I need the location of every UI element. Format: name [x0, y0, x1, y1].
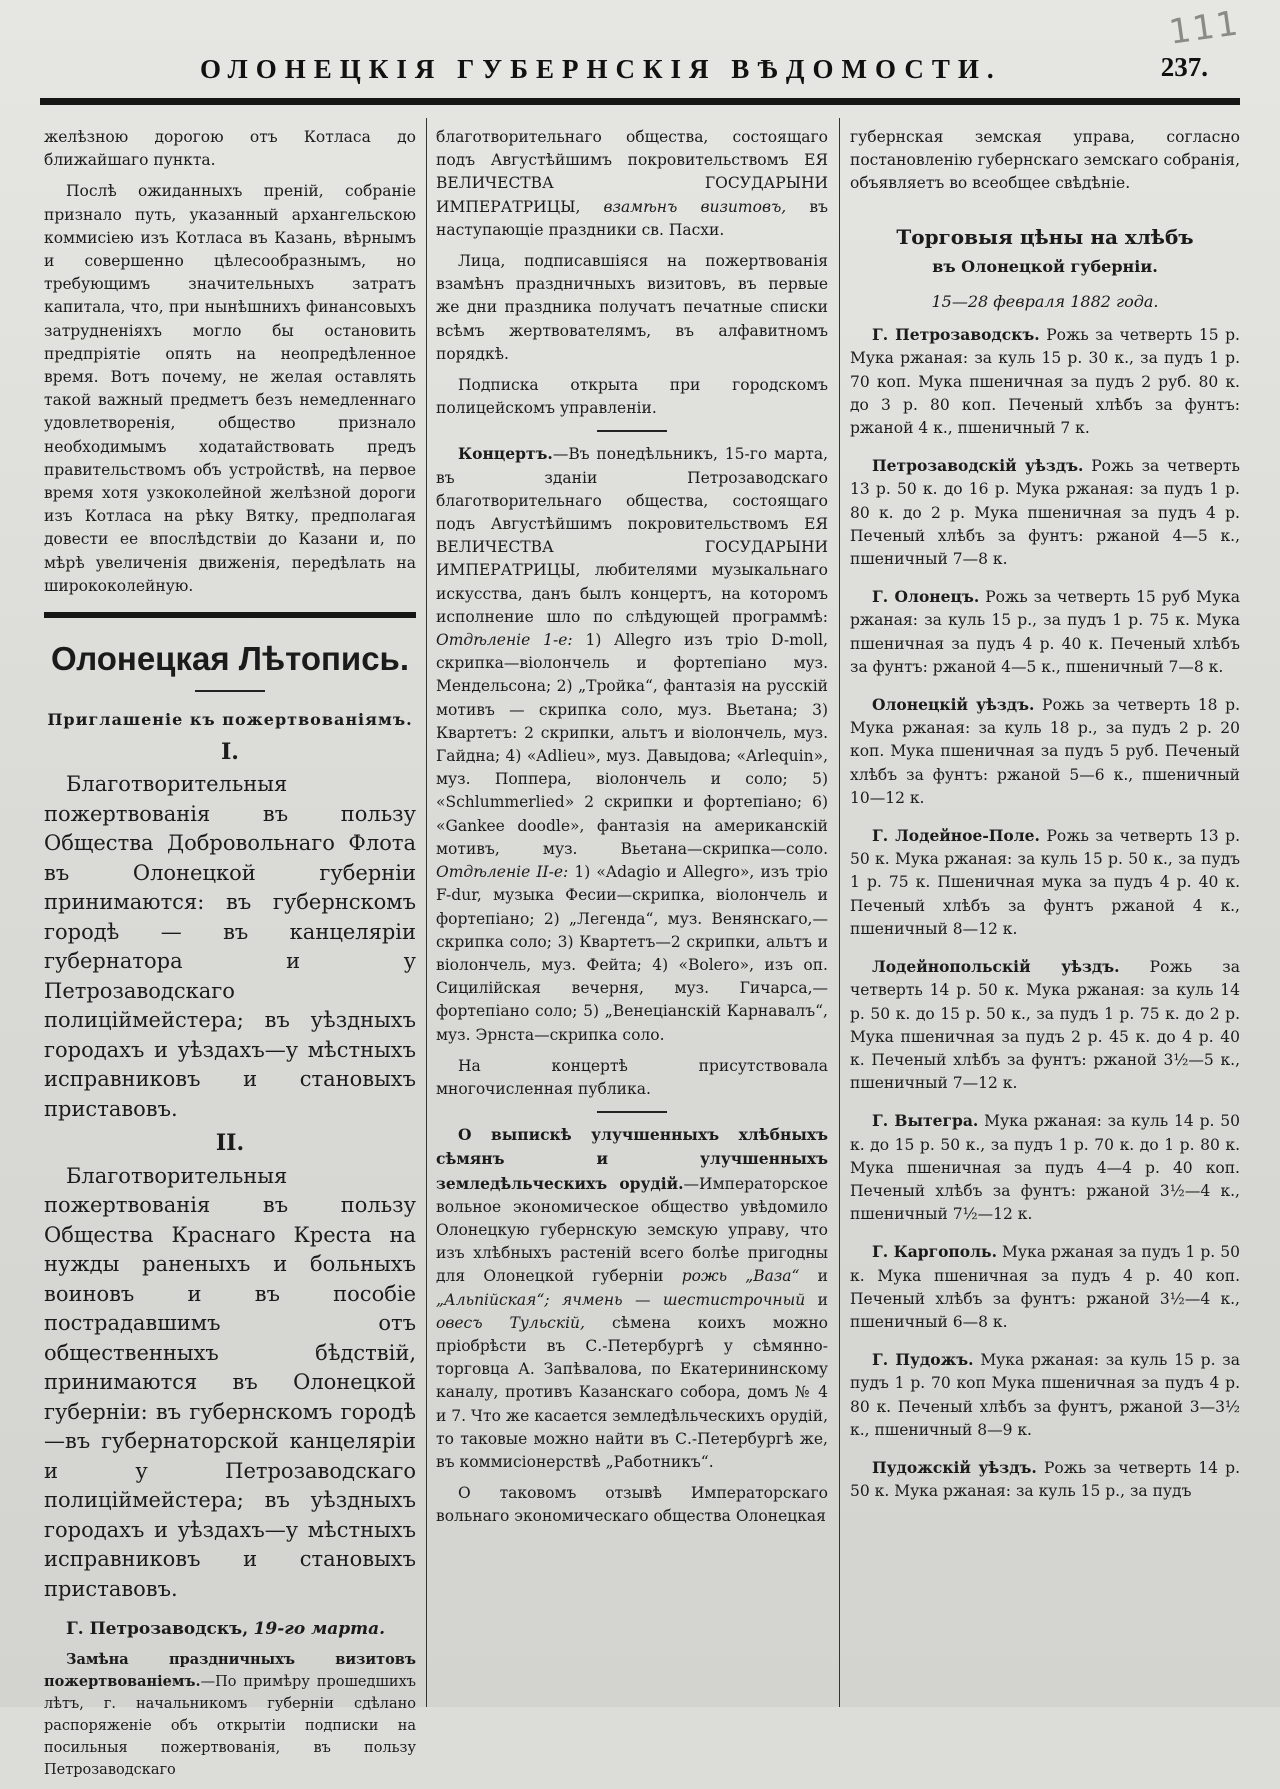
- column-3: [850, 126, 1240, 1517]
- seeds-oats: овесъ Тульскій,: [436, 1313, 585, 1332]
- page-header: [40, 42, 1240, 92]
- visits-notice: [44, 1649, 416, 1781]
- donation-notice-1: Благотворительныя пожертвованія въ пользу Общества Добровольнаго Флота въ Олонецкой губерніи принимаются: въ губернскомъ городѣ — въ канцеляріи губернатора и у Петрозаводскаго полиціймейстера; въ уѣздныхъ городахъ и уѣздахъ—у мѣстныхъ исправниковъ и становыхъ приставовъ.: [44, 772, 416, 1121]
- column-divider-1: [426, 118, 427, 1707]
- newspaper-title: ОЛОНЕЦКІЯ ГУБЕРНСКІЯ ВѢДОМОСТИ.: [200, 54, 1002, 84]
- concert-title: Концертъ.: [458, 444, 553, 464]
- subscribers-paragraph: Лица, подписавшіяся на пожертвованія взамѣнъ праздничныхъ визитовъ, въ первые же дни праздника получатъ печатные списки всѣмъ жертвователямъ, въ алфавитномъ порядкѣ.: [436, 252, 828, 363]
- charity-text: благотворительнаго общества, состоящаго подъ Августѣйшимъ покровительствомъ ЕЯ ВЕЛИЧЕСТВА ГОСУДАРЫНИ ИМПЕРАТРИЦЫ,: [436, 128, 828, 216]
- dateline: [44, 1618, 416, 1641]
- concert-audience: На концертѣ присутствовала многочисленная публика.: [436, 1056, 828, 1098]
- market-entry-place: Олонецкій уѣздъ.: [872, 695, 1035, 715]
- market-entry-prices: Рожь за четверть 15 р. Мука ржаная: за куль 15 р. 30 к., за пудъ 1 р. 70 коп. Мука пшеничная за пудъ 2 руб. 80 к. до 3 р. 80 коп. Печеный хлѣбъ за фунтъ: ржаной 4 к., пшеничный 7 к.: [850, 326, 1240, 438]
- dateline-place: Г. Петрозаводскъ,: [66, 1619, 249, 1640]
- market-entry-place: Петрозаводскій уѣздъ.: [872, 456, 1084, 476]
- charity-continuation: [436, 126, 828, 242]
- market-entry-place: Г. Пудожъ.: [872, 1350, 974, 1370]
- market-prices-subtitle: въ Олонецкой губерніи.: [932, 256, 1158, 276]
- charity-text-end: въ наступающіе праздники св. Пасхи.: [436, 197, 828, 239]
- zemstvo-paragraph: губернская земская управа, согласно постановленію губернскаго земскаго собранія, объявляетъ во всеобщее свѣдѣніе.: [850, 128, 1240, 193]
- invitation-title: Приглашеніе къ пожертвованіямъ.: [47, 710, 413, 730]
- market-entry-prices: Мука ржаная за пудъ 1 р. 50 к. Мука пшеничная за пудъ 4 р. 40 коп. Печеный хлѣбъ за фунтъ: ржаной 3½—4 к., пшеничный 6—8 к.: [850, 1243, 1240, 1331]
- market-entry: [850, 955, 1240, 1095]
- column-divider-2: [839, 118, 840, 1707]
- market-entry-prices: Мука ржаная: за куль 14 р. 50 к. до 15 р. 50 к., за пудъ 1 р. 70 к. до 1 р. 80 к. Мука пшеничная за пудъ 4—4 р. 40 коп. Печеный хлѣбъ за фунтъ: ржаной 3½—4 к., пшеничный 7½—12 к.: [850, 1112, 1240, 1224]
- seeds-text-2: сѣмена коихъ можно пріобрѣсти въ С.-Петербургѣ у сѣмянно-торговца А. Запѣвалова, по Екатерининскому каналу, противъ Казанскаго собора, домъ № 4 и 7. Что же касается земледѣльческихъ орудій, то таковые можно найти въ С.-Петербургѣ же, въ коммисіонерствѣ „Работникъ“.: [436, 1313, 829, 1471]
- donation-notice-2: Благотворительныя пожертвованія въ пользу Общества Краснаго Креста на нужды раненыхъ и больныхъ воиновъ и въ пособіе пострадавшимъ отъ общественныхъ бѣдствій, принимаются въ Олонецкой губерніи: въ губернскомъ городѣ—въ губернаторской канцеляріи и у Петрозаводскаго полиціймейстера; въ уѣздныхъ городахъ и уѣздахъ—у мѣстныхъ исправниковъ и становыхъ приставовъ.: [44, 1163, 416, 1601]
- railway-paragraph-1: желѣзною дорогою отъ Котласа до ближайшаго пункта.: [44, 128, 416, 170]
- market-entry-prices: Рожь за четверть 13 р. 50 к. Мука ржаная: за куль 15 р. 50 к., за пудъ 1 р. 75 к. Пшеничная мука за пудъ 4 р. 40 к. Печеный хлѣбъ за фунтъ ржаной 4 к., пшеничный 8—12 к.: [850, 827, 1240, 938]
- subscription-paragraph: Подписка открыта при городскомъ полицейскомъ управленіи.: [436, 376, 828, 418]
- market-entry-place: Г. Петрозаводскъ.: [872, 325, 1040, 345]
- market-entry-prices: Рожь за четверть 13 р. 50 к. до 16 р. Мука ржаная: за пудъ 1 р. 80 к. до 2 р. Мука пшеничная за пудъ 4 р. Печеный хлѣбъ за фунтъ: ржаной 4—5 к., пшеничный 7—8 к.: [850, 457, 1240, 569]
- market-entry-prices: Рожь за четверть 14 р. 50 к. Мука ржаная: за куль 14 р. 50 к. до 15 р. 50 к., за пудъ 1 р. 75 к. до 2 р. Мука пшеничная за пудъ 2 р. 45 к. до 4 р. 40 к. Печеный хлѣбъ за фунтъ: ржаной 3½—5 к., пшеничный 7—12 к.: [850, 958, 1240, 1093]
- visits-notice-title: Замѣна праздничныхъ визитовъ пожертвованіемъ.: [44, 1651, 416, 1691]
- market-entry: [850, 824, 1240, 941]
- market-entry-place: Лодейнопольскій уѣздъ.: [872, 957, 1120, 977]
- charity-italic: взамѣнъ визитовъ,: [603, 197, 787, 216]
- visits-notice-text: —По примѣру прошедшихъ лѣтъ, г. начальникомъ губерніи сдѣлано распоряженіе объ открытіи подписки на посильныя пожертвованія, въ пользу Петрозаводскаго: [44, 1674, 416, 1779]
- market-entry: [850, 1109, 1240, 1226]
- short-rule: [195, 690, 265, 692]
- market-entry-prices: Рожь за четверть 14 р. 50 к. Мука ржаная: за куль 15 р., за пудъ: [850, 1458, 1240, 1501]
- short-rule-2: [597, 430, 667, 432]
- market-entry: [850, 454, 1240, 571]
- market-entry-prices: Рожь за четверть 15 руб Мука ржаная: за куль 15 р., за пудъ 1 р. 75 к. Мука пшеничная за пудъ 4 р. 40 к. Печеный хлѣбъ за фунтъ: ржаной 4—5 к., пшеничный 7—8 к.: [850, 588, 1240, 676]
- seeds-final: О таковомъ отзывѣ Императорскаго вольнаго экономическаго общества Олонецкая: [436, 1484, 828, 1526]
- pencil-page-mark: 111: [1166, 3, 1243, 53]
- concert-text-2: 1) Allegro изъ тріо D-moll, скрипка—віолончель и фортепіано муз. Мендельсона; 2) „Тройка“, фантазія на русскій мотивъ — скрипка соло, муз. Вьетана; 3) Квартетъ: 2 скрипки, альтъ и віолончель, муз. Гайдна; 4) «Adlieu», муз. Давыдова; «Arlequin», муз. Поппера, віолончель и соло; 5) «Schlummerlied» 2 скрипки и фортепіано; 6) «Gankee doodle», фантазія на американскій мотивъ, муз. Вьетана—скрипка—соло.: [436, 631, 828, 858]
- market-entry-prices: Рожь за четверть 18 р. Мука ржаная: за куль 18 р., за пудъ 2 р. 20 коп. Мука пшеничная за пудъ 5 руб. Печеный хлѣбъ за фунтъ: ржаной 5—6 к., пшеничный 10—12 к.: [850, 696, 1240, 807]
- short-rule-3: [597, 1111, 667, 1113]
- market-entry: [850, 585, 1240, 679]
- column-1: [44, 126, 416, 1789]
- page-number: 237.: [1160, 52, 1208, 82]
- market-entry-place: Пудожскій уѣздъ.: [872, 1457, 1037, 1477]
- roman-numeral-2: II.: [215, 1130, 245, 1157]
- seeds-title: О выпискѣ улучшенныхъ хлѣбныхъ сѣмянъ и улучшенныхъ земледѣльческихъ орудій.: [436, 1125, 828, 1193]
- seeds-rye: рожь „Ваза“: [681, 1267, 800, 1286]
- market-entry-place: Г. Вытегра.: [872, 1111, 979, 1131]
- market-entry: [850, 693, 1240, 810]
- railway-paragraph-2: Послѣ ожиданныхъ преній, собраніе признало путь, указанный архангельскою коммисіею изъ Котласа въ Казань, вѣрнымъ и совершенно цѣлесообразнымъ, но требующимъ значительныхъ затратъ капитала, что, при нынѣшнихъ финансовыхъ затрудненіяхъ могло бы остановить предпріятіе опять на неопредѣленное время. Вотъ почему, не желая оставлять такой важный предметъ безъ немедленнаго удовлетворенія, общество признало необходимымъ ходатайствовать предъ правительствомъ объ устройствѣ, на первое время хотя узкоколейной желѣзной дороги изъ Котласа на рѣку Вятку, предполагая довести ее впослѣдствіи до Казани и, по мѣрѣ увеличенія движенія, передѣлать на ширококолейную.: [44, 182, 416, 595]
- seeds-paragraph: [436, 1123, 828, 1474]
- concert-paragraph: [436, 442, 828, 1046]
- market-entry: [850, 1240, 1240, 1334]
- market-entry: [850, 1348, 1240, 1442]
- seeds-barley: „Альпійская“; ячмень — шестистрочный: [436, 1290, 806, 1309]
- section-divider: [44, 612, 416, 618]
- market-entry-place: Г. Лодейное-Поле.: [872, 826, 1040, 846]
- market-entry-place: Г. Олонецъ.: [872, 587, 980, 607]
- market-prices-title: Торговыя цѣны на хлѣбъ: [896, 224, 1194, 249]
- concert-text-3: 1) «Adagio и Allegro», изъ тріо F-dur, музыка Фесии—скрипка, віолончель и фортепіано; 2) „Легенда“, муз. Венянскаго,—скрипка соло; 3) Квартетъ—2 скрипки, альтъ и віолончель, муз. Фейта; 4) «Bolero», изъ оп. Сицилійская вечерня, муз. Гичарса,—фортепіано соло; 5) „Венеціанскій Карнавалъ“, муз. Эрнста—скрипка соло.: [436, 863, 828, 1044]
- roman-numeral-1: I.: [221, 739, 239, 766]
- seeds-text-1: —Императорское вольное экономическое общество увѣдомило Олонецкую губернскую земскую управу, что изъ хлѣбныхъ растеній всего болѣе пригодны для Олонецкой губерніи: [436, 1174, 828, 1286]
- header-rule: [40, 98, 1240, 105]
- section-title: Олонецкая Лѣтопись.: [50, 640, 410, 678]
- market-price-list: [850, 323, 1240, 1503]
- seeds-and-1: и: [817, 1267, 829, 1286]
- concert-part-1-label: Отдѣленіе 1-е:: [436, 631, 573, 650]
- column-2: [436, 126, 828, 1537]
- market-prices-date: 15—28 февраля 1882 года.: [931, 292, 1159, 312]
- dateline-date: 19-го марта.: [253, 1619, 386, 1640]
- seeds-and-2: и: [817, 1290, 828, 1309]
- market-entry: [850, 323, 1240, 440]
- market-entry: [850, 1456, 1240, 1503]
- concert-text-1: —Въ понедѣльникъ, 15-го марта, въ зданіи Петрозаводскаго благотворительнаго общества, состоящаго подъ Августѣйшимъ покровительствомъ ЕЯ ВЕЛИЧЕСТВА ГОСУДАРЫНИ ИМПЕРАТРИЦЫ, любителями музыкальнаго искусства, данъ былъ концертъ, на которомъ исполнение шло по слѣдующей программѣ:: [436, 445, 828, 626]
- market-entry-prices: Мука ржаная: за куль 15 р. за пудъ 1 р. 70 коп Мука пшеничная за пудъ 4 р. 80 к. Печеный хлѣбъ за фунтъ, ржаной 3—3½ к., пшеничный 8—9 к.: [850, 1351, 1240, 1439]
- concert-part-2-label: Отдѣленіе II-е:: [436, 863, 569, 882]
- market-entry-place: Г. Каргополь.: [872, 1242, 997, 1262]
